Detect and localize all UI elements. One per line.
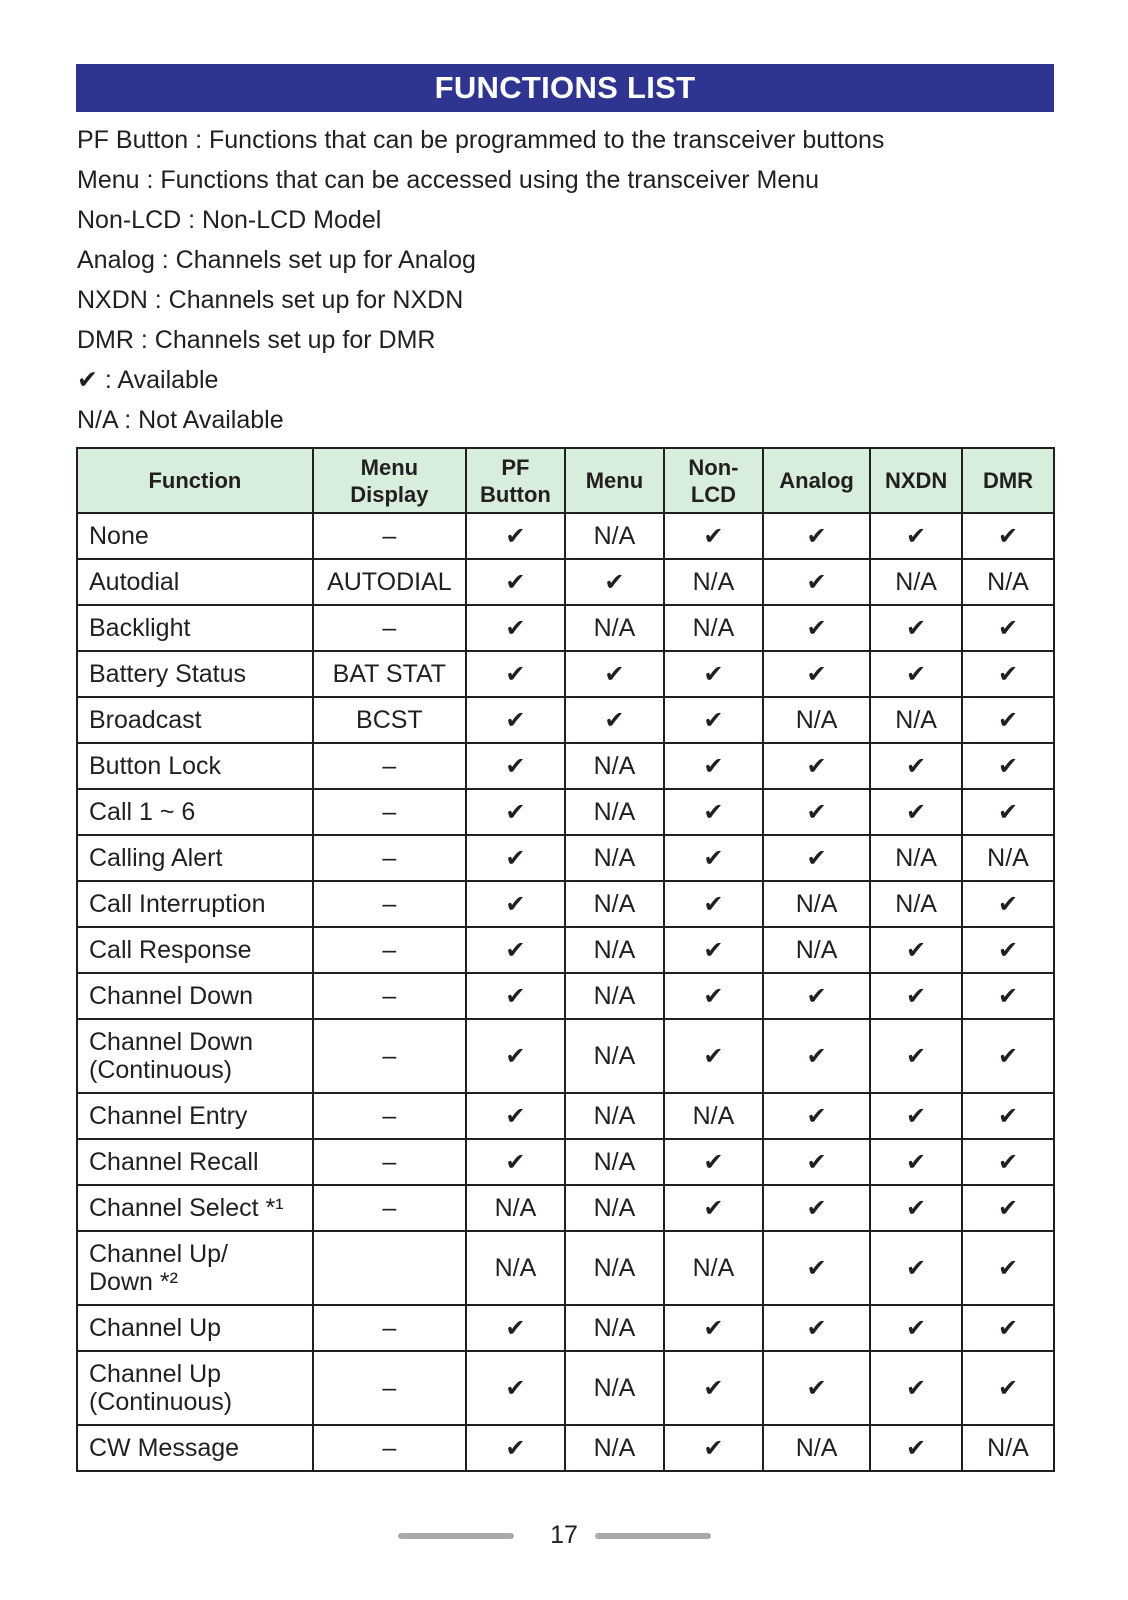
table-cell: ✔ — [870, 605, 962, 651]
table-cell: ✔ — [870, 1351, 962, 1425]
table-cell: ✔ — [664, 1139, 763, 1185]
table-cell: ✔ — [466, 1425, 565, 1471]
table-cell: N/A — [565, 1093, 664, 1139]
table-cell: ✔ — [664, 1019, 763, 1093]
function-name-cell: Autodial — [77, 559, 313, 605]
table-cell: ✔ — [763, 1305, 870, 1351]
table-cell: ✔ — [870, 1139, 962, 1185]
legend — [77, 120, 1057, 440]
table-cell: ✔ — [870, 651, 962, 697]
table-cell: ✔ — [962, 1185, 1054, 1231]
table-cell: N/A — [962, 1425, 1054, 1471]
table-cell: N/A — [870, 835, 962, 881]
function-name-cell: Broadcast — [77, 697, 313, 743]
table-cell: ✔ — [664, 743, 763, 789]
column-header-nxdn: NXDN — [870, 448, 962, 513]
table-cell: ✔ — [664, 1185, 763, 1231]
table-cell: – — [313, 1139, 466, 1185]
table-cell: N/A — [565, 1139, 664, 1185]
table-cell: N/A — [870, 559, 962, 605]
legend-line: Analog : Channels set up for Analog — [77, 246, 476, 274]
table-cell: – — [313, 973, 466, 1019]
table-cell: N/A — [565, 881, 664, 927]
table-row — [77, 1185, 1054, 1231]
table-cell: N/A — [565, 743, 664, 789]
table-cell: ✔ — [763, 651, 870, 697]
legend-line: DMR : Channels set up for DMR — [77, 326, 436, 354]
function-name-cell: Call Response — [77, 927, 313, 973]
legend-line: Menu : Functions that can be accessed using the transceiver Menu — [77, 166, 820, 194]
function-name-cell: Channel Select *¹ — [77, 1185, 313, 1231]
table-cell: N/A — [466, 1185, 565, 1231]
table-cell: ✔ — [664, 1305, 763, 1351]
table-cell: AUTODIAL — [313, 559, 466, 605]
table-cell: – — [313, 881, 466, 927]
table-cell: ✔ — [664, 973, 763, 1019]
table-cell: ✔ — [664, 927, 763, 973]
table-cell: ✔ — [664, 789, 763, 835]
table-cell: – — [313, 927, 466, 973]
table-cell: ✔ — [870, 1093, 962, 1139]
table-cell: ✔ — [466, 1351, 565, 1425]
function-name-cell: Channel Recall — [77, 1139, 313, 1185]
table-cell: N/A — [870, 881, 962, 927]
table-cell: ✔ — [466, 835, 565, 881]
function-name-cell: Calling Alert — [77, 835, 313, 881]
table-cell: ✔ — [962, 513, 1054, 559]
table-row — [77, 835, 1054, 881]
table-cell: ✔ — [664, 513, 763, 559]
function-name-cell: Call Interruption — [77, 881, 313, 927]
table-header-row — [77, 448, 1054, 513]
table-cell: N/A — [565, 1019, 664, 1093]
functions-table — [76, 447, 1055, 1472]
table-row — [77, 1425, 1054, 1471]
table-row — [77, 927, 1054, 973]
table-cell: – — [313, 743, 466, 789]
table-row — [77, 1019, 1054, 1093]
table-row — [77, 1093, 1054, 1139]
table-cell: ✔ — [466, 927, 565, 973]
table-cell: ✔ — [870, 1231, 962, 1305]
table-cell: ✔ — [466, 513, 565, 559]
table-cell: BCST — [313, 697, 466, 743]
table-cell: ✔ — [466, 605, 565, 651]
table-cell: – — [313, 835, 466, 881]
table-cell: – — [313, 1305, 466, 1351]
table-cell: – — [313, 1093, 466, 1139]
page-number: 17 — [550, 1521, 578, 1549]
column-header-analog: Analog — [763, 448, 870, 513]
table-cell: ✔ — [763, 743, 870, 789]
table-row — [77, 697, 1054, 743]
table-cell: N/A — [763, 697, 870, 743]
table-row — [77, 605, 1054, 651]
table-cell: ✔ — [763, 1139, 870, 1185]
table-row — [77, 1305, 1054, 1351]
table-cell: – — [313, 789, 466, 835]
table-cell: ✔ — [870, 1425, 962, 1471]
table-row — [77, 651, 1054, 697]
column-header-menu-display: Menu Display — [313, 448, 466, 513]
table-cell: ✔ — [466, 1305, 565, 1351]
table-row — [77, 973, 1054, 1019]
table-cell: ✔ — [962, 1093, 1054, 1139]
table-cell: ✔ — [466, 651, 565, 697]
page-title: FUNCTIONS LIST — [76, 64, 1054, 112]
table-cell: ✔ — [962, 973, 1054, 1019]
column-header-function: Function — [77, 448, 313, 513]
table-cell: ✔ — [664, 881, 763, 927]
table-cell: N/A — [565, 1305, 664, 1351]
table-cell: ✔ — [763, 973, 870, 1019]
function-name-cell: Channel Entry — [77, 1093, 313, 1139]
table-cell: N/A — [565, 1185, 664, 1231]
table-cell: ✔ — [763, 605, 870, 651]
table-cell: ✔ — [565, 559, 664, 605]
table-cell: N/A — [565, 605, 664, 651]
table-cell: N/A — [962, 835, 1054, 881]
table-cell: N/A — [565, 973, 664, 1019]
table-cell: N/A — [763, 881, 870, 927]
table-cell: – — [313, 1351, 466, 1425]
table-cell: ✔ — [962, 881, 1054, 927]
function-name-cell: Backlight — [77, 605, 313, 651]
table-cell: ✔ — [763, 559, 870, 605]
table-cell: ✔ — [763, 513, 870, 559]
table-cell: ✔ — [870, 1019, 962, 1093]
column-header-dmr: DMR — [962, 448, 1054, 513]
table-cell: N/A — [664, 1093, 763, 1139]
column-header-pf-button: PF Button — [466, 448, 565, 513]
function-name-cell: Channel Up/ Down *² — [77, 1231, 313, 1305]
table-cell: ✔ — [763, 835, 870, 881]
table-cell: N/A — [565, 513, 664, 559]
function-name-cell: Battery Status — [77, 651, 313, 697]
table-cell: ✔ — [466, 743, 565, 789]
table-cell: ✔ — [962, 605, 1054, 651]
table-cell: ✔ — [763, 1093, 870, 1139]
table-cell: ✔ — [870, 1305, 962, 1351]
table-cell: – — [313, 1019, 466, 1093]
table-cell: N/A — [664, 605, 763, 651]
table-cell: ✔ — [962, 789, 1054, 835]
table-cell: ✔ — [664, 697, 763, 743]
table-cell: ✔ — [466, 559, 565, 605]
table-row — [77, 1351, 1054, 1425]
table-cell: N/A — [565, 1231, 664, 1305]
column-header-menu: Menu — [565, 448, 664, 513]
table-cell: ✔ — [962, 1139, 1054, 1185]
table-cell: ✔ — [870, 789, 962, 835]
function-name-cell: Channel Up (Continuous) — [77, 1351, 313, 1425]
table-row — [77, 559, 1054, 605]
table-cell: ✔ — [763, 1185, 870, 1231]
table-cell: ✔ — [664, 1425, 763, 1471]
table-cell: ✔ — [466, 1093, 565, 1139]
table-cell: ✔ — [870, 973, 962, 1019]
table-cell: – — [313, 1425, 466, 1471]
table-cell: N/A — [565, 1351, 664, 1425]
table-cell: N/A — [664, 1231, 763, 1305]
table-cell: N/A — [763, 1425, 870, 1471]
table-cell: ✔ — [664, 835, 763, 881]
table-cell — [313, 1231, 466, 1305]
legend-line: ✔ : Available — [77, 366, 219, 394]
table-cell: ✔ — [962, 697, 1054, 743]
function-name-cell: Channel Down (Continuous) — [77, 1019, 313, 1093]
legend-line: NXDN : Channels set up for NXDN — [77, 286, 464, 314]
legend-line: PF Button : Functions that can be programmed to the transceiver buttons — [77, 126, 885, 154]
table-row — [77, 789, 1054, 835]
table-cell: ✔ — [962, 1231, 1054, 1305]
table-cell: ✔ — [466, 697, 565, 743]
function-name-cell: Button Lock — [77, 743, 313, 789]
legend-line: Non-LCD : Non-LCD Model — [77, 206, 382, 234]
table-body — [77, 513, 1054, 1471]
table-cell: – — [313, 1185, 466, 1231]
column-header-non-lcd: Non- LCD — [664, 448, 763, 513]
table-cell: ✔ — [763, 1019, 870, 1093]
table-cell: ✔ — [466, 973, 565, 1019]
table-cell: ✔ — [962, 743, 1054, 789]
table-cell: N/A — [763, 927, 870, 973]
table-cell: ✔ — [466, 1139, 565, 1185]
table-cell: ✔ — [962, 1019, 1054, 1093]
table-cell: N/A — [565, 835, 664, 881]
table-row — [77, 881, 1054, 927]
function-name-cell: CW Message — [77, 1425, 313, 1471]
table-cell: ✔ — [565, 651, 664, 697]
table-cell: N/A — [565, 927, 664, 973]
legend-line: N/A : Not Available — [77, 406, 284, 434]
table-row — [77, 513, 1054, 559]
table-cell: BAT STAT — [313, 651, 466, 697]
table-cell: N/A — [466, 1231, 565, 1305]
function-name-cell: Call 1 ~ 6 — [77, 789, 313, 835]
table-cell: ✔ — [664, 1351, 763, 1425]
table-row — [77, 743, 1054, 789]
table-cell: ✔ — [962, 927, 1054, 973]
function-name-cell: Channel Up — [77, 1305, 313, 1351]
table-cell: ✔ — [870, 927, 962, 973]
table-cell: – — [313, 513, 466, 559]
table-cell: N/A — [962, 559, 1054, 605]
footer-line-right — [595, 1533, 711, 1539]
table-cell: ✔ — [962, 651, 1054, 697]
table-cell: N/A — [565, 789, 664, 835]
table-cell: ✔ — [962, 1305, 1054, 1351]
table-cell: ✔ — [565, 697, 664, 743]
table-cell: ✔ — [664, 651, 763, 697]
table-cell: ✔ — [763, 1351, 870, 1425]
function-name-cell: None — [77, 513, 313, 559]
table-cell: ✔ — [870, 743, 962, 789]
table-cell: ✔ — [466, 881, 565, 927]
table-cell: ✔ — [870, 513, 962, 559]
table-cell: N/A — [664, 559, 763, 605]
table-cell: ✔ — [763, 789, 870, 835]
table-cell: ✔ — [870, 1185, 962, 1231]
table-cell: ✔ — [763, 1231, 870, 1305]
table-cell: ✔ — [466, 789, 565, 835]
table-cell: ✔ — [466, 1019, 565, 1093]
table-cell: ✔ — [962, 1351, 1054, 1425]
table-cell: – — [313, 605, 466, 651]
table-row — [77, 1231, 1054, 1305]
table-cell: N/A — [565, 1425, 664, 1471]
table-cell: N/A — [870, 697, 962, 743]
function-name-cell: Channel Down — [77, 973, 313, 1019]
table-row — [77, 1139, 1054, 1185]
